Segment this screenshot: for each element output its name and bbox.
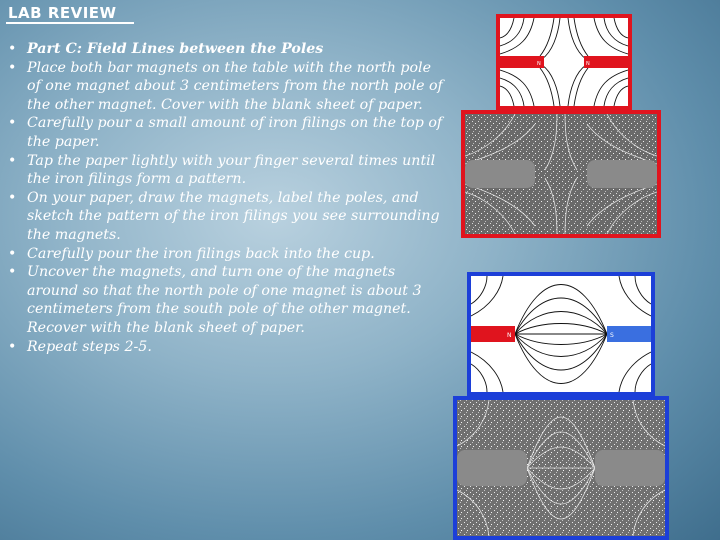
step-text: Place both bar magnets on the table with the north pole of one magnet about 3 centimeters from the north pole of the other magnet. Cover with the blank sheet of paper. [27,59,443,113]
pole-label-left: N [537,61,541,67]
step-text: Uncover the magnets, and turn one of the magnets around so that the north pole of one magnet is about 3 centimeters from the south pole of the other magnet. Recover with the blank sheet of paper. [27,264,422,336]
like-poles-field-diagram [496,14,632,110]
step-text: Carefully pour the iron filings back into the cup. [27,245,375,262]
part-c-heading: Part C: Field Lines between the Poles [27,41,324,57]
unlike-filings-svg [457,400,665,536]
list-item [8,114,448,151]
bullet-icon: • [8,264,17,281]
list-item [8,59,448,115]
title-underline [6,22,134,24]
like-poles-svg [500,18,628,106]
magnet-right [584,56,628,68]
pole-label-right: S [610,332,614,339]
step-text: On your paper, draw the magnets, label the poles, and sketch the pattern of the iron filings you see surrounding the magnets. [27,189,440,243]
list-item [8,152,448,189]
list-item [8,189,448,245]
step-text: Carefully pour a small amount of iron filings on the top of the paper. [27,115,443,150]
bullet-icon: • [8,189,17,206]
like-filings-svg [465,114,657,234]
bullet-icon: • [8,338,17,355]
list-item [8,40,448,59]
magnet-right [587,160,657,188]
step-text: Tap the paper lightly with your finger several times until the iron filings form a pattern. [27,152,436,188]
pole-label-right: N [586,61,590,67]
like-poles-filings-photo [461,110,661,238]
unlike-poles-filings-photo [453,396,669,540]
bullet-icon: • [8,59,17,76]
bullet-icon: • [8,152,17,169]
unlike-poles-svg [471,276,651,392]
step-text: Repeat steps 2-5. [27,338,152,355]
bullet-icon: • [8,41,17,57]
pole-label-left: N [507,332,512,339]
magnet-left [465,160,535,188]
magnet-right [595,450,665,486]
magnet-left [457,450,527,486]
list-item [8,245,448,264]
unlike-poles-field-diagram [467,272,655,396]
list-item [8,338,448,357]
slide-title: LAB REVIEW [8,4,117,22]
instruction-list [8,40,448,356]
list-item [8,263,448,337]
bullet-icon: • [8,245,17,262]
bullet-icon: • [8,115,17,132]
